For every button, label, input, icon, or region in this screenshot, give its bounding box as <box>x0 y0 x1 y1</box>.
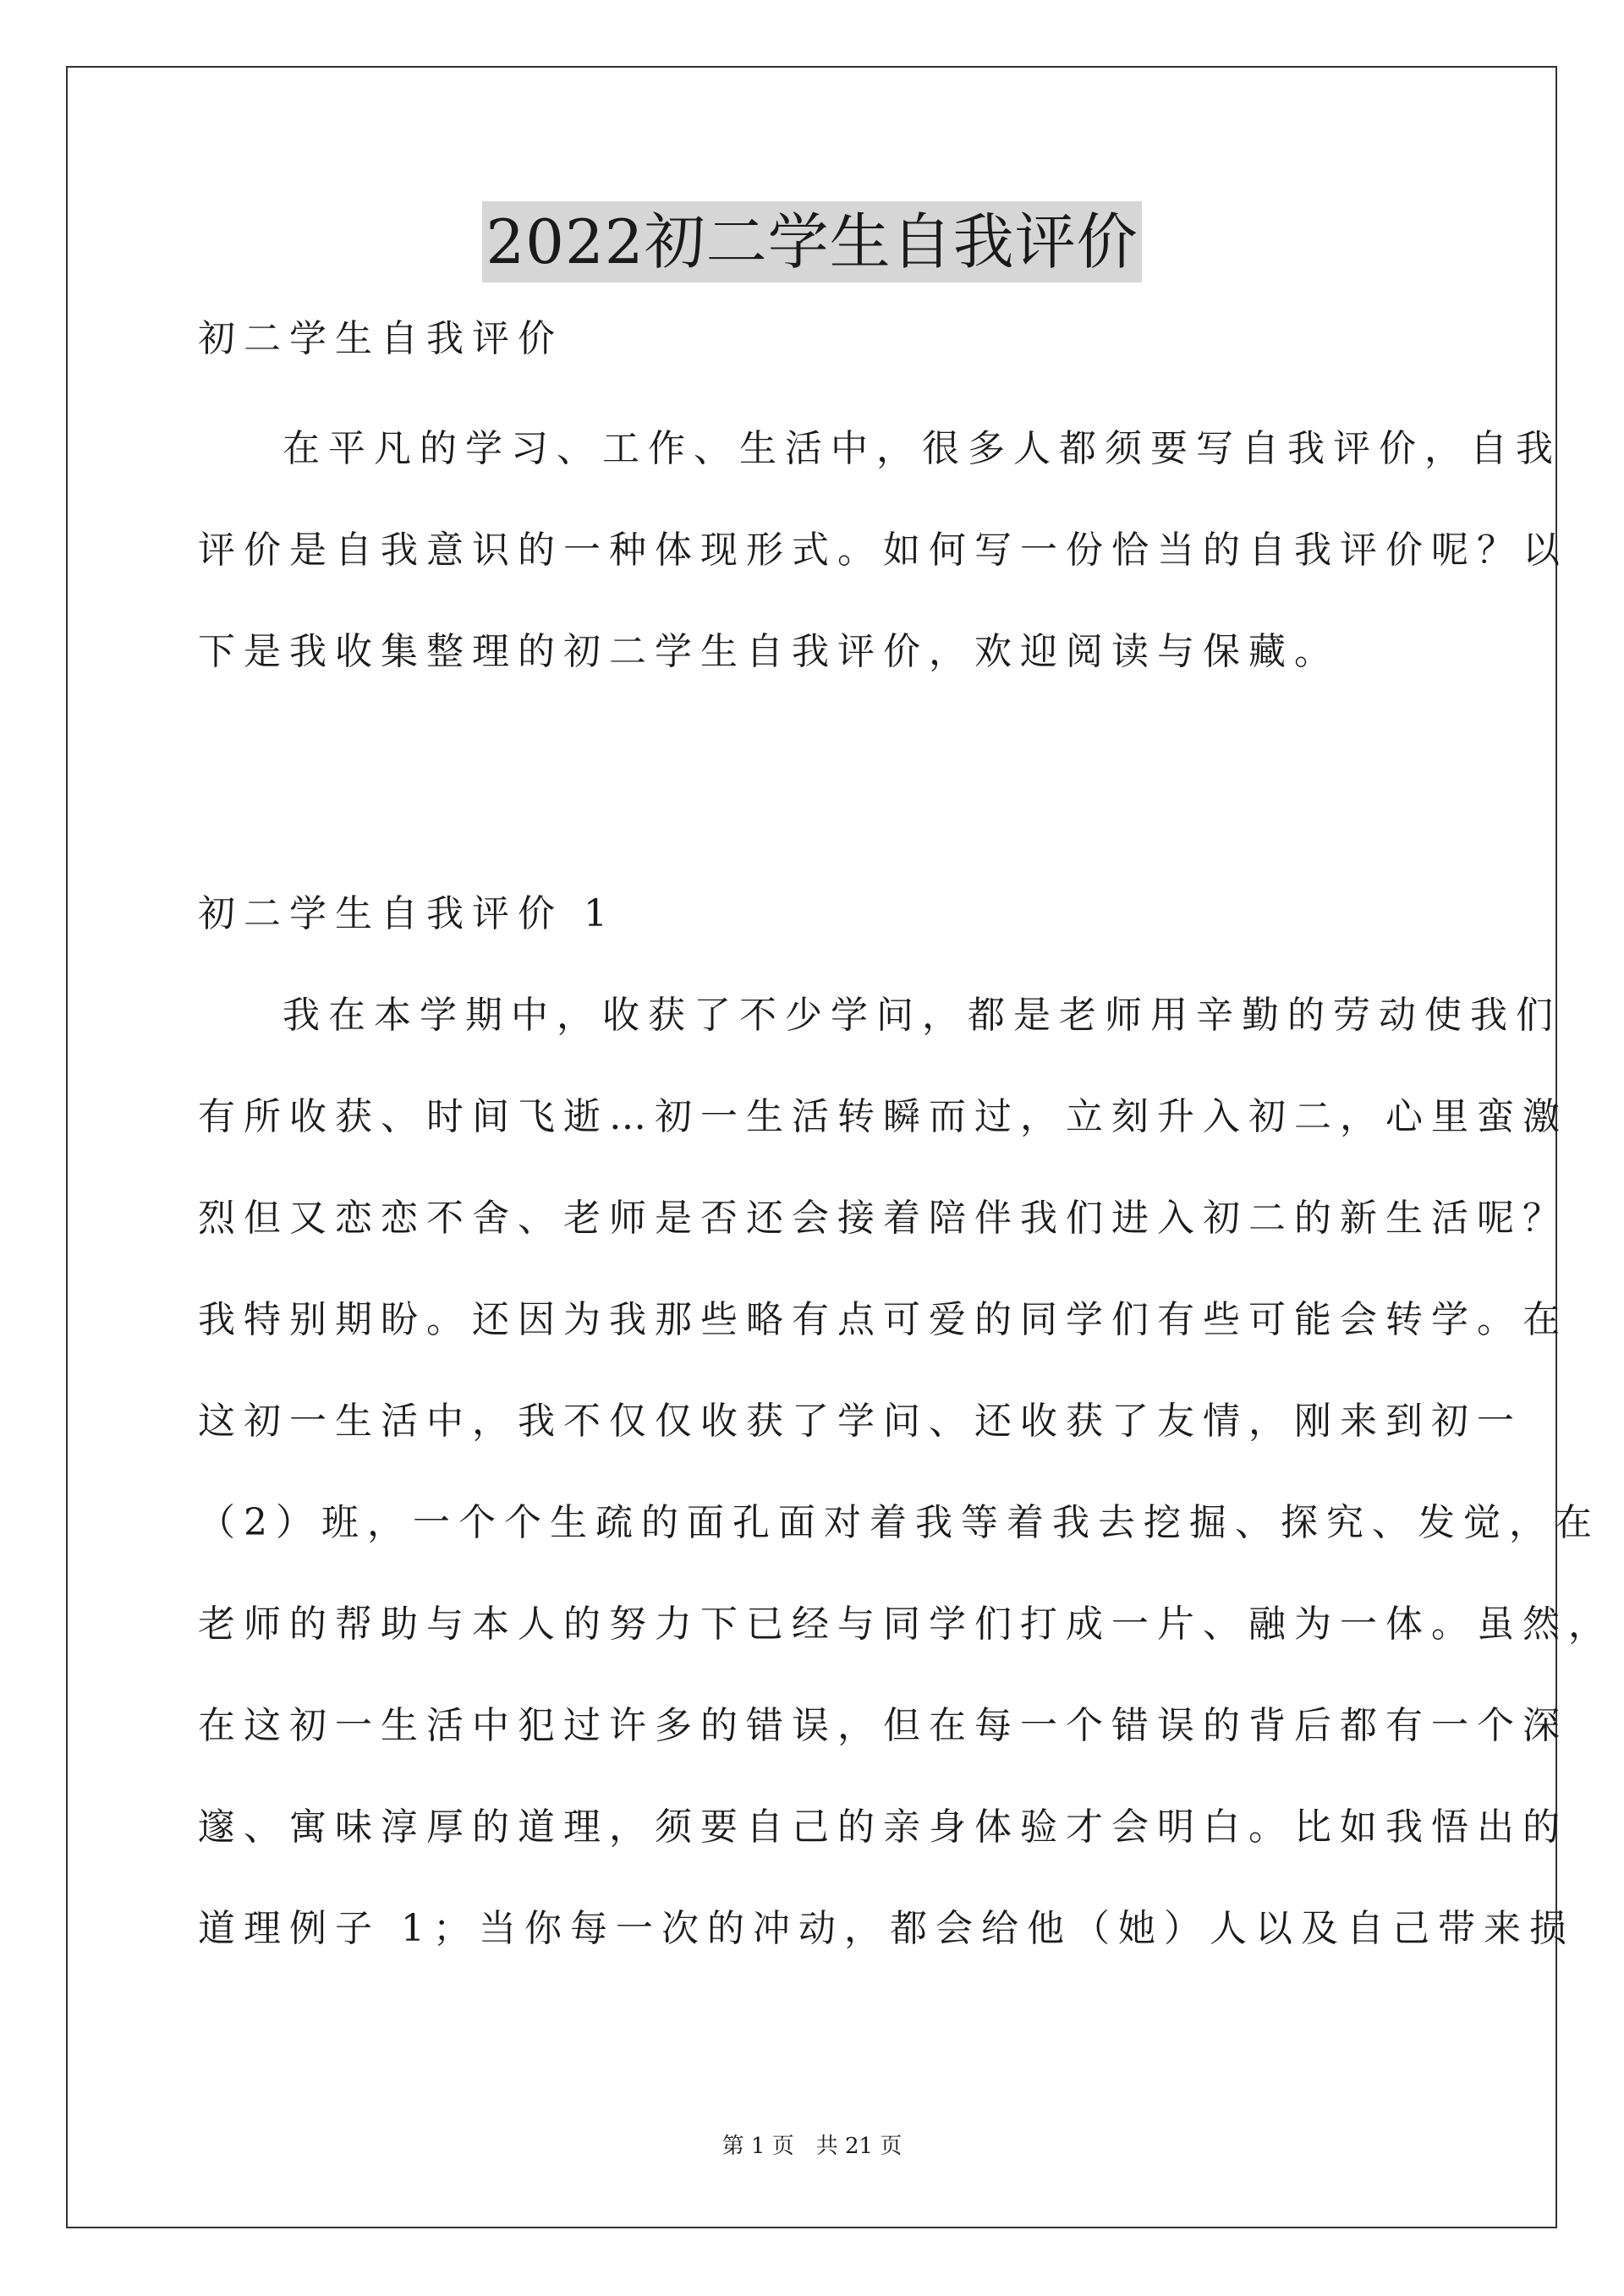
body-line: 这初一生活中，我不仅仅收获了学问、还收获了友情，刚来到初一 <box>198 1400 1522 1443</box>
body-line: 道理例子 1；当你每一次的冲动，都会给他（她）人以及自己带来损 <box>198 1907 1575 1950</box>
page-footer: 第 1 页 共 21 页 <box>721 2134 903 2159</box>
body-line: （2）班，一个个生疏的面孔面对着我等着我去挖掘、探究、发觉，在 <box>198 1501 1600 1544</box>
section-heading: 初二学生自我评价 <box>198 317 563 360</box>
title-container <box>0 201 1624 282</box>
intro-line: 评价是自我意识的一种体现形式。如何写一份恰当的自我评价呢？以 <box>198 529 1568 572</box>
body-line: 烈但又恋恋不舍、老师是否还会接着陪伴我们进入初二的新生活呢？ <box>198 1197 1568 1240</box>
document-title: 2022初二学生自我评价 <box>482 201 1141 282</box>
body-line: 在这初一生活中犯过许多的错误，但在每一个错误的背后都有一个深 <box>198 1704 1568 1747</box>
body-line: 我在本学期中，收获了不少学问，都是老师用辛勤的劳动使我们 <box>283 994 1561 1037</box>
body-line: 邃、寓味淳厚的道理，须要自己的亲身体验才会明白。比如我悟出的 <box>198 1806 1568 1849</box>
intro-line: 下是我收集整理的初二学生自我评价，欢迎阅读与保藏。 <box>198 630 1340 673</box>
body-line: 老师的帮助与本人的努力下已经与同学们打成一片、融为一体。虽然， <box>198 1603 1614 1646</box>
section-heading: 初二学生自我评价 1 <box>198 892 616 935</box>
intro-line: 在平凡的学习、工作、生活中，很多人都须要写自我评价，自我 <box>283 427 1561 470</box>
body-line: 有所收获、时间飞逝…初一生活转瞬而过，立刻升入初二，心里蛮激 <box>198 1095 1568 1138</box>
body-line: 我特别期盼。还因为我那些略有点可爱的同学们有些可能会转学。在 <box>198 1298 1568 1341</box>
